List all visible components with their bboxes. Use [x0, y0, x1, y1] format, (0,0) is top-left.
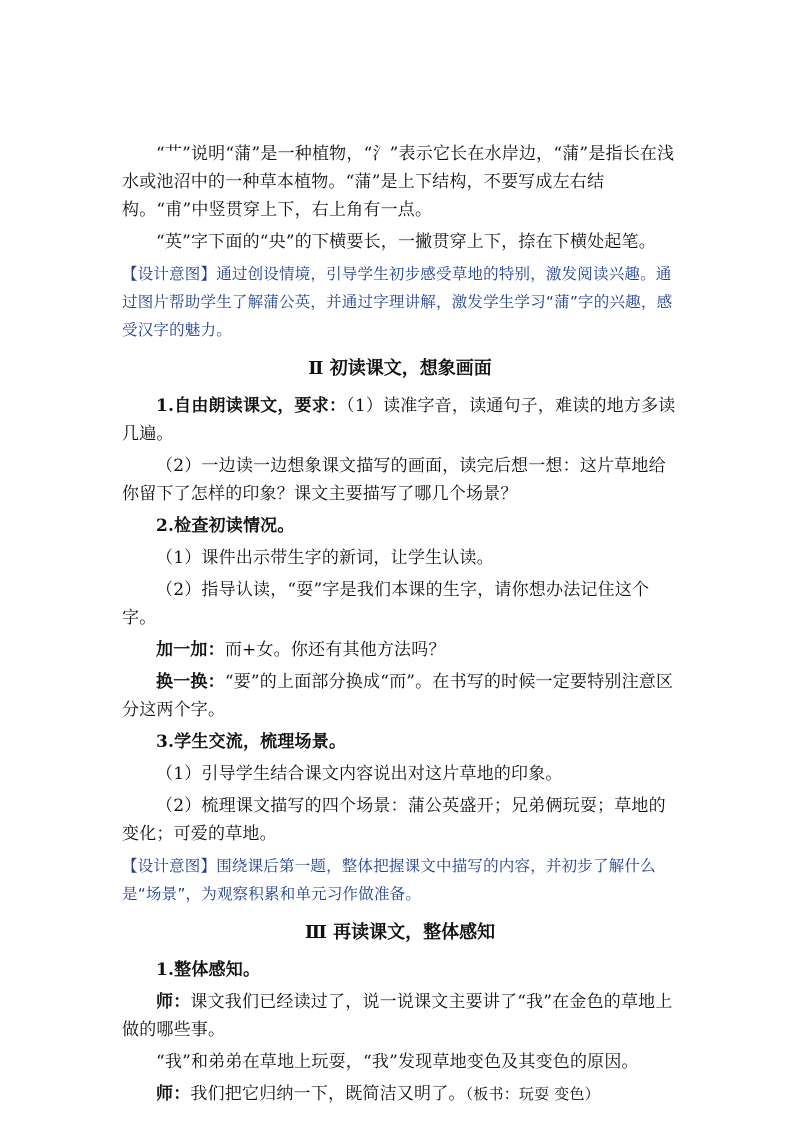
- method-add-lead: 加一加：: [156, 640, 225, 660]
- step-guide-reading: （2）指导认读，“耍”字是我们本课的生字，请你想办法记住这个字。: [122, 580, 650, 628]
- section-title-first-reading: Ⅱ 初读课文，想象画面: [308, 358, 492, 379]
- method-add-text: 而+女。你还有其他方法吗？: [224, 640, 446, 660]
- step-check-reading: 2.检查初读情况。: [156, 516, 295, 536]
- student-answer: “我”和弟弟在草地上玩耍，“我”发现草地变色及其变色的原因。: [156, 1052, 639, 1072]
- method-swap: [122, 668, 678, 724]
- section-title-reread: Ⅲ 再读课文，整体感知: [304, 922, 496, 943]
- method-add: [122, 636, 678, 664]
- design-intent-text: 通过创设情境，引导学生初步感受草地的特别，激发阅读兴趣。通过图片帮助学生了解蒲公英，并通过字理讲解，激发学生学习“蒲”字的兴趣，感受汉字的魅力。: [122, 265, 673, 339]
- step-exchange: 3.学生交流，梳理场景。: [156, 732, 347, 752]
- document-content: [122, 140, 678, 1108]
- teacher-lead: 师：: [156, 1084, 191, 1104]
- step-overall-perception: 1.整体感知。: [156, 960, 261, 980]
- design-intent-tag: 【设计意图】: [122, 857, 217, 875]
- teacher-text: 我们把它归纳一下，既简洁又明了。: [190, 1084, 466, 1104]
- step-free-reading: [122, 392, 678, 448]
- teacher-text: 课文我们已经读过了，说一说课文主要讲了“我”在金色的草地上做的哪些事。: [122, 992, 673, 1040]
- method-swap-text: “要”的上面部分换成“而”。在书写的时候一定要特别注意区分这两个字。: [122, 672, 674, 720]
- design-intent-2: [122, 852, 678, 908]
- step-impression: （1）引导学生结合课文内容说出对这片草地的印象。: [156, 764, 563, 784]
- design-intent-tag: 【设计意图】: [122, 265, 217, 283]
- design-intent-text: 围绕课后第一题，整体把握课文中描写的内容，并初步了解什么是“场景”，为观察积累和单元习作做准备。: [122, 857, 656, 903]
- teacher-lead: 师：: [156, 992, 191, 1012]
- design-intent-1: [122, 260, 678, 344]
- step-text: （1）读准字音，读通句子，难读的地方多读几遍。: [122, 396, 676, 444]
- method-swap-lead: 换一换：: [156, 672, 225, 692]
- step-scenes: （2）梳理课文描写的四个场景：蒲公英盛开；兄弟俩玩耍；草地的变化；可爱的草地。: [122, 796, 666, 844]
- paragraph-pu-explanation: “艹”说明“蒲”是一种植物，“氵”表示它长在水岸边，“蒲”是指长在浅水或池沼中的一种草本植物。“蒲”是上下结构，不要写成左右结构。“甫”中竖贯穿上下，右上角有一点。: [122, 144, 675, 220]
- step-show-words: （1）课件出示带生字的新词，让学生认读。: [156, 548, 494, 568]
- board-note: （板书：玩耍 变色）: [465, 1085, 600, 1103]
- teacher-line-2: [122, 1080, 678, 1108]
- step-lead: 1.自由朗读课文，要求：: [156, 396, 347, 416]
- paragraph-ying-explanation: “英”字下面的“央”的下横要长，一撇贯穿上下，捺在下横处起笔。: [156, 232, 656, 252]
- step-imagine-scene: （2）一边读一边想象课文描写的画面，读完后想一想：这片草地给你留下了怎样的印象？课文主要描写了哪几个场景？: [122, 456, 666, 504]
- teacher-line-1: [122, 988, 678, 1044]
